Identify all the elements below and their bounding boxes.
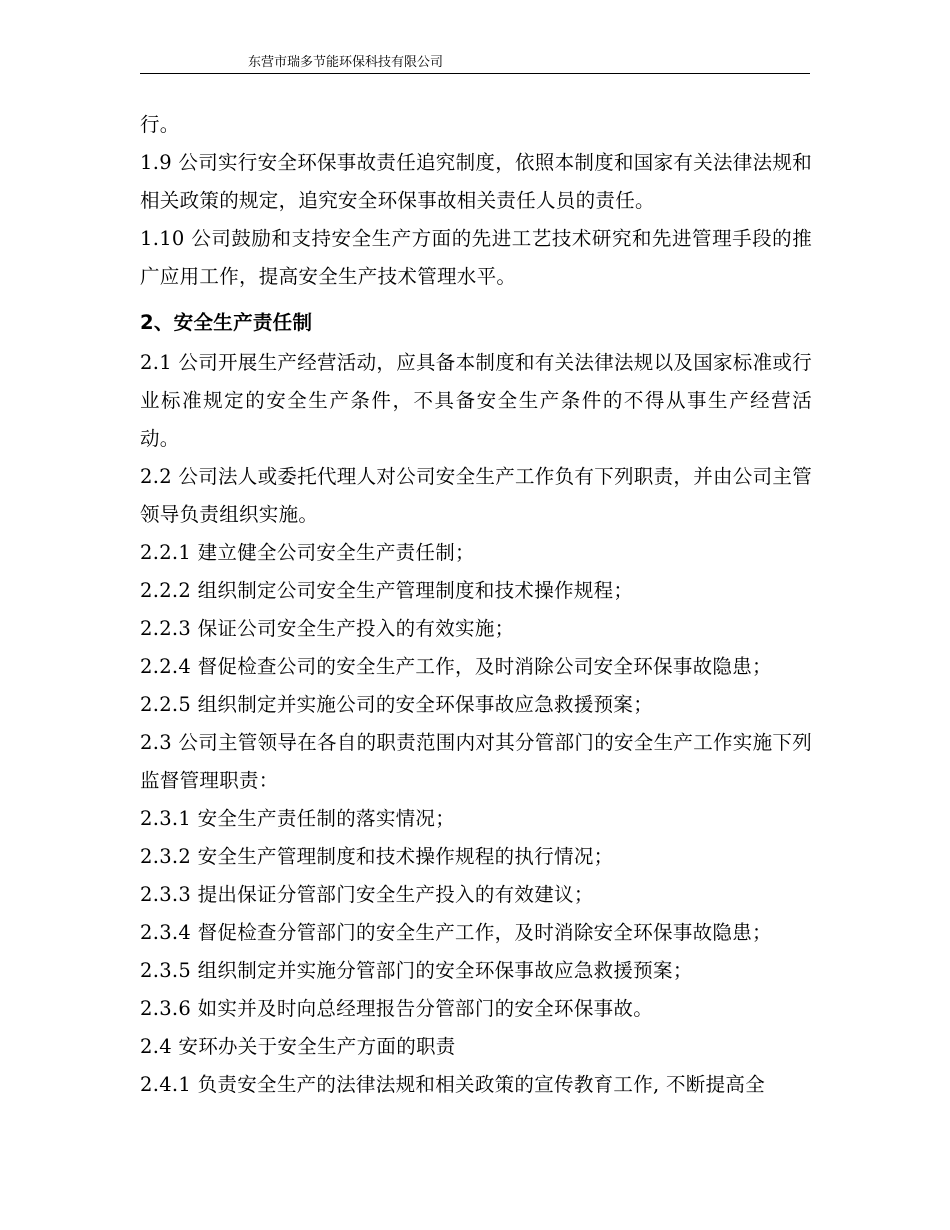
paragraph-2-3-4: 2.3.4 督促检查分管部门的安全生产工作，及时消除安全环保事故隐患；	[140, 921, 772, 944]
document-body	[140, 106, 812, 1104]
paragraph-2-3-1: 2.3.1 安全生产责任制的落实情况；	[140, 807, 456, 830]
paragraph-2-2: 2.2 公司法人或委托代理人对公司安全生产工作负有下列职责，并由公司主管领导负责组织实施。	[140, 465, 813, 526]
paragraph-2-3-3: 2.3.3 提出保证分管部门安全生产投入的有效建议；	[140, 883, 594, 906]
paragraph-2-2-5: 2.2.5 组织制定并实施公司的安全环保事故应急救援预案；	[140, 693, 654, 716]
paragraph-2-3-5: 2.3.5 组织制定并实施分管部门的安全环保事故应急救援预案；	[140, 959, 693, 982]
paragraph-continuation: 行。	[140, 113, 180, 136]
paragraph-2-3-6: 2.3.6 如实并及时向总经理报告分管部门的安全环保事故。	[140, 997, 654, 1020]
paragraph-2-2-2: 2.2.2 组织制定公司安全生产管理制度和技术操作规程；	[140, 579, 634, 602]
paragraph-2-4-1: 2.4.1 负责安全生产的法律法规和相关政策的宣传教育工作, 不断提高全	[140, 1073, 766, 1096]
page-header	[140, 52, 810, 74]
paragraph-1-9: 1.9 公司实行安全环保事故责任追究制度，依照本制度和国家有关法律法规和相关政策的规定，追究安全环保事故相关责任人员的责任。	[140, 151, 813, 212]
paragraph-2-3-2: 2.3.2 安全生产管理制度和技术操作规程的执行情况；	[140, 845, 614, 868]
header-company-name: 东营市瑞多节能环保科技有限公司	[248, 55, 444, 70]
paragraph-2-1: 2.1 公司开展生产经营活动，应具备本制度和有关法律法规以及国家标准或行业标准规定的安全生产条件，不具备安全生产条件的不得从事生产经营活动。	[140, 351, 813, 450]
paragraph-2-3: 2.3 公司主管领导在各自的职责范围内对其分管部门的安全生产工作实施下列监督管理职责：	[140, 731, 813, 792]
paragraph-1-10: 1.10 公司鼓励和支持安全生产方面的先进工艺技术研究和先进管理手段的推广应用工作，提高安全生产技术管理水平。	[140, 227, 812, 288]
paragraph-2-4: 2.4 安环办关于安全生产方面的职责	[140, 1035, 456, 1058]
paragraph-2-2-1: 2.2.1 建立健全公司安全生产责任制；	[140, 541, 475, 564]
section-heading-2: 2、安全生产责任制	[140, 311, 313, 334]
paragraph-2-2-4: 2.2.4 督促检查公司的安全生产工作，及时消除公司安全环保事故隐患；	[140, 655, 772, 678]
paragraph-2-2-3: 2.2.3 保证公司安全生产投入的有效实施；	[140, 617, 515, 640]
